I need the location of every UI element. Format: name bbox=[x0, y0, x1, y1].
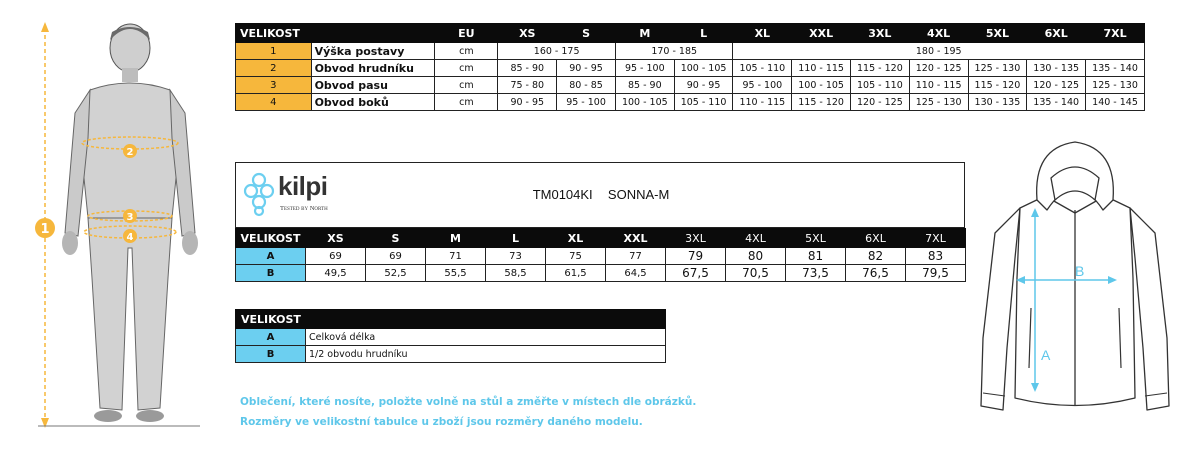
row-number: 2 bbox=[236, 60, 312, 77]
note-line-1: Oblečení, které nosíte, položte volně na stůl a změřte v místech dle obrázků. bbox=[240, 396, 697, 408]
row-description: 1/2 obvodu hrudníku bbox=[306, 346, 666, 363]
cell: 70,5 bbox=[726, 265, 786, 282]
table-row bbox=[236, 60, 1145, 77]
row-number: 3 bbox=[236, 77, 312, 94]
header-7xl: 7XL bbox=[906, 229, 966, 248]
table-row bbox=[236, 329, 666, 346]
header-6xl: 6XL bbox=[846, 229, 906, 248]
cell: 100 - 105 bbox=[615, 94, 674, 111]
row-label: Obvod boků bbox=[311, 94, 435, 111]
cell: 83 bbox=[906, 248, 966, 265]
header-m: M bbox=[426, 229, 486, 248]
table-row bbox=[236, 94, 1145, 111]
cell: 120 - 125 bbox=[1027, 77, 1086, 94]
row-label: B bbox=[236, 265, 306, 282]
row-description: Celková délka bbox=[306, 329, 666, 346]
header-6xl: 6XL bbox=[1027, 24, 1086, 43]
height-group-3: 180 - 195 bbox=[733, 43, 1145, 60]
row-unit: cm bbox=[435, 60, 498, 77]
cell: 52,5 bbox=[366, 265, 426, 282]
cell: 69 bbox=[366, 248, 426, 265]
cell: 95 - 100 bbox=[615, 60, 674, 77]
cell: 110 - 115 bbox=[733, 94, 792, 111]
cell: 79,5 bbox=[906, 265, 966, 282]
header-xs: XS bbox=[306, 229, 366, 248]
header-3xl: 3XL bbox=[850, 24, 909, 43]
header-xl: XL bbox=[733, 24, 792, 43]
table-row bbox=[236, 248, 966, 265]
cell: 73,5 bbox=[786, 265, 846, 282]
cell: 105 - 110 bbox=[850, 77, 909, 94]
header-eu: EU bbox=[435, 24, 498, 43]
cell: 130 - 135 bbox=[1027, 60, 1086, 77]
cell: 105 - 110 bbox=[674, 94, 733, 111]
row-label: Výška postavy bbox=[311, 43, 435, 60]
header-xxl: XXL bbox=[792, 24, 851, 43]
cell: 80 bbox=[726, 248, 786, 265]
cell: 95 - 100 bbox=[733, 77, 792, 94]
cell: 67,5 bbox=[666, 265, 726, 282]
product-code: TM0104KI bbox=[532, 187, 593, 202]
model-table-header bbox=[236, 229, 966, 248]
cell: 130 - 135 bbox=[968, 94, 1027, 111]
header-m: M bbox=[615, 24, 674, 43]
header-s: S bbox=[557, 24, 616, 43]
cell: 115 - 120 bbox=[968, 77, 1027, 94]
cell: 125 - 130 bbox=[968, 60, 1027, 77]
cell: 55,5 bbox=[426, 265, 486, 282]
cell: 49,5 bbox=[306, 265, 366, 282]
cell: 61,5 bbox=[546, 265, 606, 282]
cell: 81 bbox=[786, 248, 846, 265]
header-velikost: VELIKOST bbox=[236, 310, 666, 329]
cell: 75 bbox=[546, 248, 606, 265]
jacket-measurement-figure bbox=[975, 138, 1175, 428]
table-row bbox=[236, 265, 966, 282]
jacket-label-a: A bbox=[1041, 347, 1051, 363]
header-5xl: 5XL bbox=[786, 229, 846, 248]
height-group-1: 160 - 175 bbox=[498, 43, 616, 60]
cell: 100 - 105 bbox=[792, 77, 851, 94]
cell: 71 bbox=[426, 248, 486, 265]
marker-3-label: 3 bbox=[126, 212, 134, 223]
cell: 120 - 125 bbox=[909, 60, 968, 77]
cell: 110 - 115 bbox=[909, 77, 968, 94]
cell: 110 - 115 bbox=[792, 60, 851, 77]
size-table-header bbox=[236, 24, 1145, 43]
cell: 64,5 bbox=[606, 265, 666, 282]
cell: 135 - 140 bbox=[1027, 94, 1086, 111]
row-label: A bbox=[236, 329, 306, 346]
size-table bbox=[235, 23, 1145, 111]
row-unit: cm bbox=[435, 43, 498, 60]
header-xl: XL bbox=[546, 229, 606, 248]
table-row bbox=[236, 43, 1145, 60]
cell: 82 bbox=[846, 248, 906, 265]
cell: 85 - 90 bbox=[498, 60, 557, 77]
row-unit: cm bbox=[435, 94, 498, 111]
header-s: S bbox=[366, 229, 426, 248]
cell: 125 - 130 bbox=[909, 94, 968, 111]
marker-2-label: 2 bbox=[126, 147, 134, 158]
cell: 58,5 bbox=[486, 265, 546, 282]
header-velikost: VELIKOST bbox=[236, 24, 435, 43]
cell: 75 - 80 bbox=[498, 77, 557, 94]
cell: 85 - 90 bbox=[615, 77, 674, 94]
cell: 80 - 85 bbox=[557, 77, 616, 94]
cell: 105 - 110 bbox=[733, 60, 792, 77]
cell: 90 - 95 bbox=[498, 94, 557, 111]
header-4xl: 4XL bbox=[726, 229, 786, 248]
header-5xl: 5XL bbox=[968, 24, 1027, 43]
cell: 100 - 105 bbox=[674, 60, 733, 77]
row-number: 1 bbox=[236, 43, 312, 60]
cell: 95 - 100 bbox=[557, 94, 616, 111]
header-4xl: 4XL bbox=[909, 24, 968, 43]
header-7xl: 7XL bbox=[1086, 24, 1145, 43]
cell: 140 - 145 bbox=[1086, 94, 1145, 111]
header-3xl: 3XL bbox=[666, 229, 726, 248]
header-l: L bbox=[486, 229, 546, 248]
legend-table bbox=[235, 309, 666, 363]
body-measurement-figure bbox=[20, 18, 210, 433]
header-xxl: XXL bbox=[606, 229, 666, 248]
row-label: A bbox=[236, 248, 306, 265]
cell: 76,5 bbox=[846, 265, 906, 282]
kilpi-tagline: Tested by North bbox=[280, 205, 328, 212]
table-row bbox=[236, 346, 666, 363]
product-name: SONNA-M bbox=[607, 187, 670, 202]
header-l: L bbox=[674, 24, 733, 43]
cell: 90 - 95 bbox=[674, 77, 733, 94]
legend-table-header bbox=[236, 310, 666, 329]
note-line-2: Rozměry ve velikostní tabulce u zboží jsou rozměry daného modelu. bbox=[240, 416, 643, 428]
cell: 69 bbox=[306, 248, 366, 265]
row-label: Obvod hrudníku bbox=[311, 60, 435, 77]
cell: 77 bbox=[606, 248, 666, 265]
marker-1-label: 1 bbox=[40, 222, 50, 237]
product-title bbox=[236, 187, 966, 202]
model-size-table bbox=[235, 228, 966, 282]
row-unit: cm bbox=[435, 77, 498, 94]
row-number: 4 bbox=[236, 94, 312, 111]
product-header bbox=[235, 162, 965, 228]
cell: 115 - 120 bbox=[850, 60, 909, 77]
cell: 73 bbox=[486, 248, 546, 265]
table-row bbox=[236, 77, 1145, 94]
marker-4-label: 4 bbox=[126, 232, 134, 243]
header-xs: XS bbox=[498, 24, 557, 43]
cell: 120 - 125 bbox=[850, 94, 909, 111]
cell: 90 - 95 bbox=[557, 60, 616, 77]
header-velikost: VELIKOST bbox=[236, 229, 306, 248]
height-group-2: 170 - 185 bbox=[615, 43, 733, 60]
row-label: Obvod pasu bbox=[311, 77, 435, 94]
cell: 115 - 120 bbox=[792, 94, 851, 111]
cell: 79 bbox=[666, 248, 726, 265]
jacket-label-b: B bbox=[1075, 263, 1085, 279]
cell: 125 - 130 bbox=[1086, 77, 1145, 94]
row-label: B bbox=[236, 346, 306, 363]
cell: 135 - 140 bbox=[1086, 60, 1145, 77]
kilpi-logo-text: kilpi bbox=[278, 171, 328, 201]
